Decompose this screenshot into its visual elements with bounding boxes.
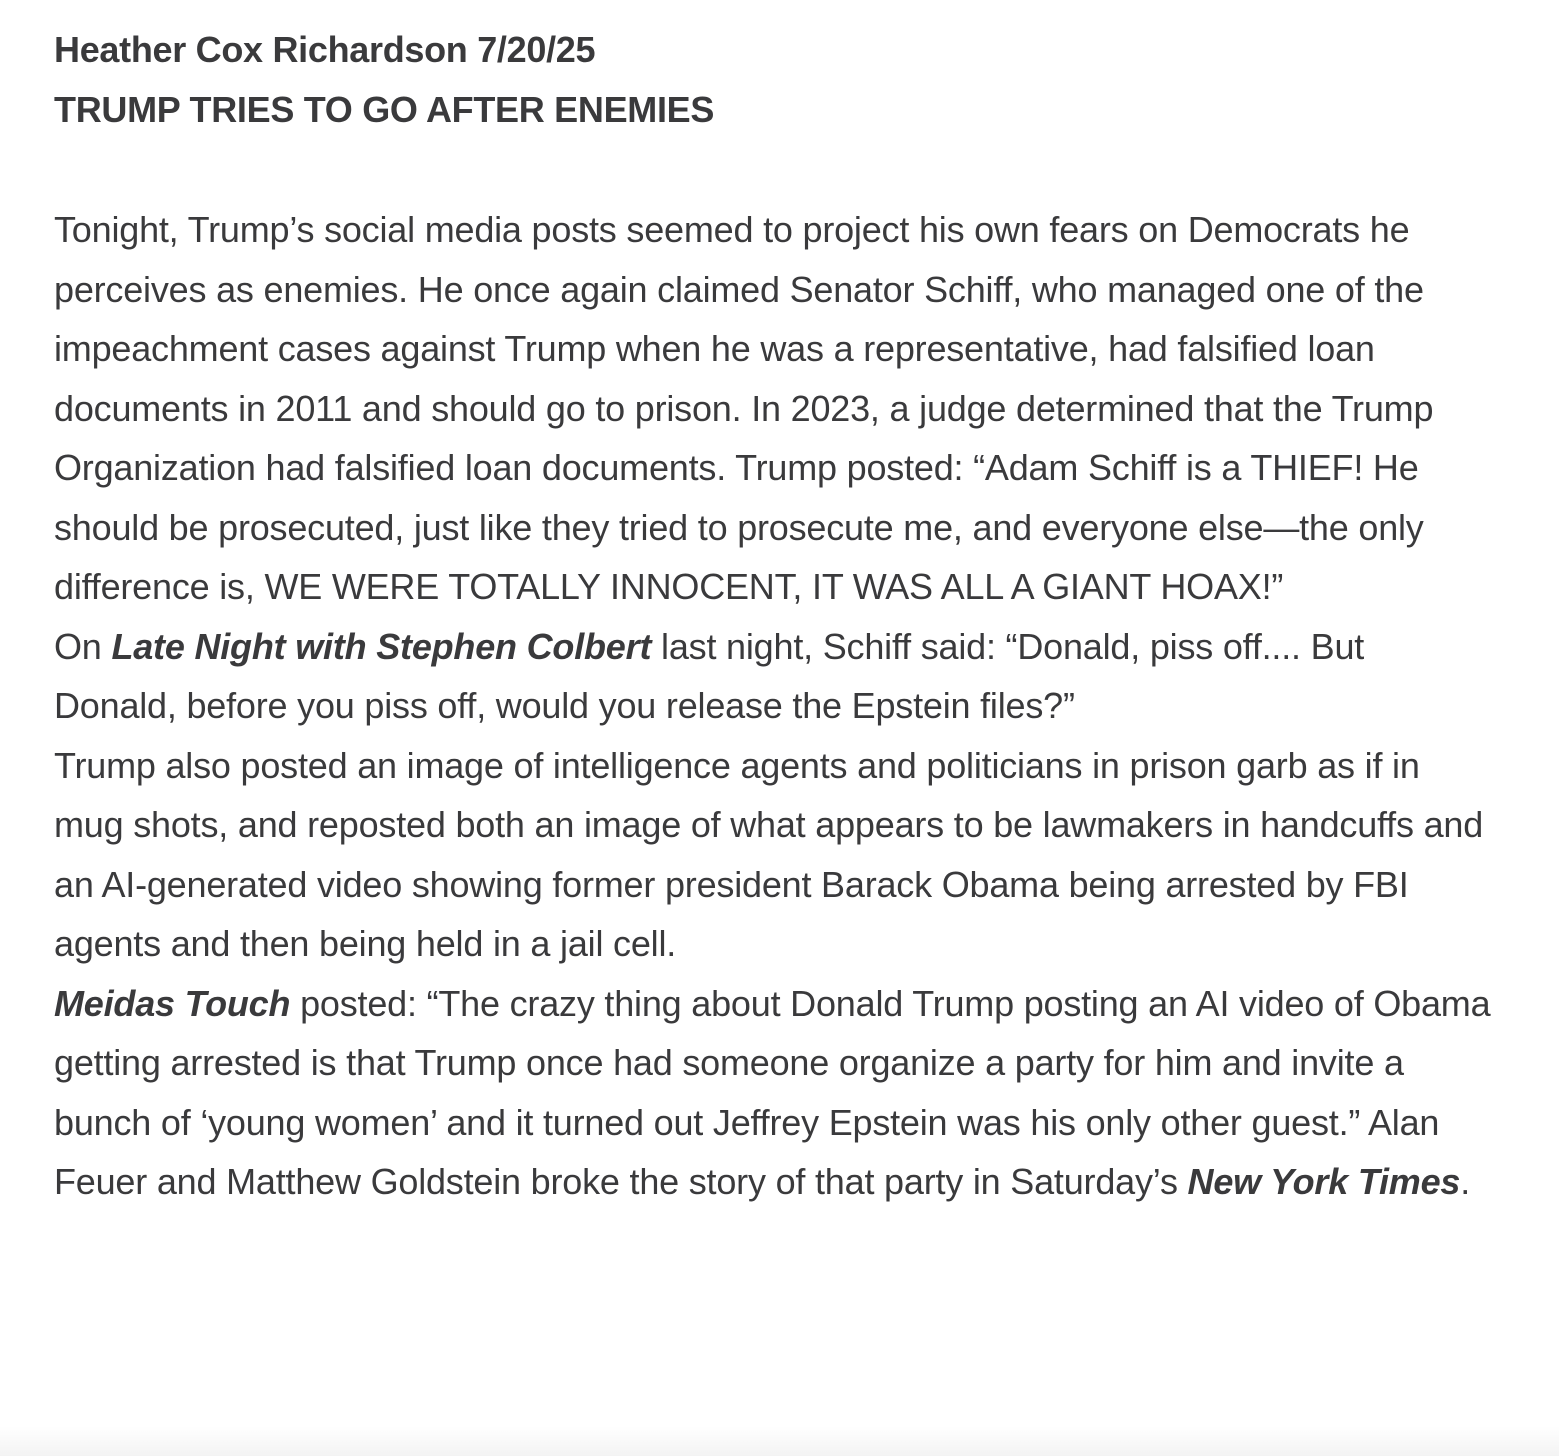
- article-title: TRUMP TRIES TO GO AFTER ENEMIES: [54, 89, 715, 130]
- paragraph-colbert: [54, 617, 1494, 736]
- source-name: Meidas Touch: [54, 982, 291, 1024]
- text-segment: .: [1460, 1161, 1471, 1202]
- text-segment: On: [54, 625, 112, 667]
- text-segment: posted: “The crazy thing about Donald Trump posting an AI video of Obama getting arrested is that Trump once had someone organize a party for him and invite a bunch of ‘young women’ and it turned out Jeffrey Epstein was his only other guest.” Alan Feuer and Matthew Goldstein broke the story of that party in Saturday’s: [54, 982, 1491, 1202]
- paragraph-schiff-claim: Tonight, Trump’s social media posts seemed to project his own fears on Democrats he perceives as enemies. He once again claimed Senator Schiff, who managed one of the impeachment cases against Trump when he was a representative, had falsified loan documents in 2011 and should go to prison. In 2023, a judge determined that the Trump Organization had falsified loan documents. Trump posted: “Adam Schiff is a THIEF! He should be prosecuted, just like they tried to prosecute me, and everyone else—the only difference is, WE WERE TOTALLY INNOCENT, IT WAS ALL A GIANT HOAX!”: [54, 209, 1434, 607]
- spacer: [54, 140, 1494, 200]
- author-date-line: Heather Cox Richardson 7/20/25: [54, 29, 596, 70]
- paragraph-ai-video: Trump also posted an image of intelligence agents and politicians in prison garb as if in mug shots, and reposted both an image of what appears to be lawmakers in handcuffs and an AI-generated video showing former president Barack Obama being arrested by FBI agents and then being held in a jail cell.: [54, 744, 1484, 964]
- paragraph-meidas-touch: [54, 974, 1494, 1212]
- bottom-edge-shadow: [0, 1426, 1559, 1456]
- show-title: Late Night with Stephen Colbert: [111, 625, 652, 667]
- article: [54, 20, 1494, 1212]
- text-segment: last night, Schiff said: “Donald, piss off.... But Donald, before you piss off, would you release the Epstein files?”: [54, 625, 1365, 726]
- publication-name: New York Times: [1187, 1161, 1461, 1202]
